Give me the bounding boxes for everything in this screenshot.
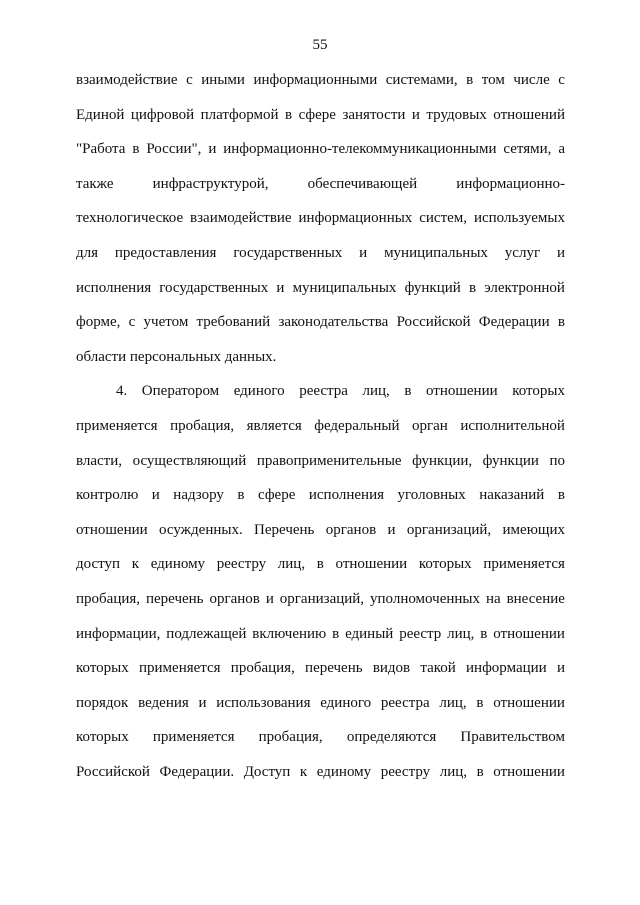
text-word: с (128, 314, 136, 331)
text-word: подлежащей (166, 625, 247, 642)
text-word: трудовых (426, 106, 487, 123)
text-word: применяется (152, 729, 235, 746)
text-word: отношении (493, 764, 565, 780)
text-line (76, 762, 565, 782)
text-word: функции, (412, 452, 473, 469)
text-word: сфере (298, 106, 336, 123)
text-word: Единой (76, 106, 125, 123)
text-word: реестра (380, 694, 430, 711)
text-word: предоставления (114, 245, 217, 261)
text-word: которых (512, 383, 565, 400)
text-word: сетями, (503, 141, 552, 158)
text-line (76, 589, 565, 609)
text-word: организаций, (406, 521, 492, 538)
text-word: к (299, 764, 308, 780)
text-word: платформой (200, 106, 279, 123)
text-word: взаимодействие (190, 210, 292, 227)
text-word: которых (418, 556, 472, 573)
text-word: в (480, 625, 488, 642)
text-word: информации, (76, 625, 161, 642)
text-word: пробация, (170, 418, 235, 434)
text-word: взаимодействие (76, 72, 178, 88)
text-word: информационно-телекоммуникационными (223, 141, 497, 158)
text-word: единого (320, 694, 372, 711)
text-word: функций (404, 279, 461, 296)
text-word: определяются (346, 729, 437, 746)
text-word: которых (76, 729, 129, 746)
text-word: в (132, 141, 140, 158)
text-word: в (284, 106, 293, 123)
text-word: лиц, (362, 383, 390, 400)
text-word: Федерации (478, 314, 550, 331)
text-word: включению (252, 625, 327, 642)
text-word: Российской (76, 764, 150, 780)
text-word: на (485, 591, 501, 607)
text-word: используемых (473, 210, 565, 227)
text-word: муниципальных (292, 279, 397, 296)
text-line (76, 312, 565, 332)
text-word: числе (513, 72, 550, 88)
text-word: информации (466, 660, 547, 677)
text-word: и (276, 279, 285, 296)
text-word: единый (345, 625, 394, 642)
text-word: исполнения (76, 279, 152, 296)
text-word: исполнения (308, 487, 385, 504)
text-line: области персональных данных. (76, 348, 277, 365)
text-word: 4. (116, 383, 128, 400)
text-word: и (411, 106, 420, 123)
text-word: информационных (298, 210, 413, 227)
text-word: в (237, 487, 245, 504)
text-word: сфере (258, 487, 296, 504)
text-word: реестру (216, 556, 267, 573)
text-word: к (131, 556, 140, 573)
text-word: и (198, 694, 207, 711)
text-word: применяется (483, 556, 565, 573)
text-word: а (558, 141, 565, 158)
text-word: Перечень (254, 521, 315, 538)
text-word: в (557, 487, 565, 504)
text-word: России", (146, 141, 202, 158)
text-word: для (76, 245, 99, 261)
text-word: и (265, 591, 274, 607)
text-word: единому (316, 764, 372, 780)
text-word: инфраструктурой, (152, 175, 269, 192)
text-word: и (359, 245, 368, 261)
text-word: электронной (484, 279, 565, 296)
page-number: 55 (312, 37, 328, 53)
text-word: пробация, (258, 729, 323, 746)
text-word: реестра (299, 383, 348, 400)
text-word: отношении (335, 556, 408, 573)
text-word: контролю (76, 487, 139, 504)
text-word: применяется (138, 660, 221, 677)
text-word: исполнительной (460, 418, 565, 434)
text-line (76, 485, 565, 505)
text-line (76, 243, 565, 263)
text-word: надзору (173, 487, 224, 504)
text-word: и (556, 245, 565, 261)
text-word: иными (201, 72, 245, 88)
text-word: информационными (253, 72, 378, 88)
text-word: обеспечивающей (307, 175, 418, 192)
text-word: такой (420, 660, 456, 677)
text-word: в (557, 314, 565, 331)
text-word: и (387, 521, 396, 538)
text-word: отношений (493, 106, 565, 123)
text-word: по (549, 452, 565, 469)
text-word: порядок (76, 694, 129, 711)
text-word: перечень (305, 660, 363, 677)
text-word: органов (209, 591, 260, 607)
text-word: которых (76, 660, 129, 677)
text-word: является (246, 418, 302, 434)
text-word: Правительством (460, 729, 565, 746)
text-word: услуг (504, 245, 541, 261)
text-word: лиц, (439, 764, 467, 780)
text-word: в (476, 764, 484, 780)
text-word: и (208, 141, 217, 158)
text-word: законодательства (278, 314, 389, 331)
text-word: Оператором (141, 383, 220, 400)
text-word: учетом (143, 314, 189, 331)
text-word: и (151, 487, 160, 504)
text-word: орган (411, 418, 448, 434)
text-word: с (558, 72, 565, 88)
text-word: отношении (425, 383, 498, 400)
text-line (76, 416, 565, 436)
text-word: отношении (493, 694, 565, 711)
text-word: в (476, 694, 484, 711)
text-word: доступ (76, 556, 121, 573)
text-word: в (332, 625, 340, 642)
text-word: отношении (493, 625, 565, 642)
text-word: государственных (233, 245, 343, 261)
text-word: Российской (396, 314, 471, 331)
text-word: цифровой (130, 106, 195, 123)
text-word: требований (196, 314, 271, 331)
text-word: единому (150, 556, 206, 573)
text-word: также (76, 175, 114, 192)
text-line (76, 624, 565, 644)
text-word: применяется (76, 418, 158, 434)
text-line (76, 70, 565, 90)
text-line (76, 278, 565, 298)
text-word: осужденных. (159, 521, 243, 538)
text-word: с (186, 72, 193, 88)
text-line (76, 693, 565, 713)
text-word: пробация, (230, 660, 295, 677)
text-word: в (466, 72, 474, 88)
text-word: занятости (342, 106, 406, 123)
text-word: информационно- (456, 175, 565, 192)
text-word: реестру (380, 764, 431, 780)
text-word: форме, (76, 314, 121, 331)
text-word: единого (233, 383, 285, 400)
text-word: осуществляющий (132, 452, 247, 469)
text-word: перечень (145, 591, 204, 607)
text-word: органов (325, 521, 377, 538)
text-word: и (556, 660, 565, 677)
text-word: отношении (76, 521, 148, 538)
text-word: в (404, 383, 412, 400)
text-word: в (468, 279, 477, 296)
text-word: государственных (159, 279, 269, 296)
text-word: правоприменительные (256, 452, 402, 469)
text-word: видов (372, 660, 411, 677)
text-line (116, 381, 565, 401)
text-line (76, 105, 565, 125)
text-word: Федерации. (159, 764, 235, 780)
text-word: "Работа (76, 141, 126, 158)
text-line (76, 727, 565, 747)
text-word: использования (216, 694, 311, 711)
text-word: пробация, (76, 591, 141, 607)
text-word: в (316, 556, 324, 573)
text-word: лиц, (447, 625, 475, 642)
text-word: Доступ (243, 764, 291, 780)
text-line (76, 658, 565, 678)
text-word: федеральный (314, 418, 400, 434)
text-word: систем, (419, 210, 468, 227)
text-word: имеющих (502, 521, 565, 538)
text-line (76, 208, 565, 228)
text-line (76, 174, 565, 194)
text-word: наказаний (479, 487, 545, 504)
text-word: уполномоченных (370, 591, 480, 607)
text-line (76, 451, 565, 471)
text-word: системами, (385, 72, 458, 88)
text-word: ведения (138, 694, 189, 711)
text-line (76, 520, 565, 540)
text-word: том (481, 72, 505, 88)
text-word: муниципальных (384, 245, 488, 261)
text-line (76, 139, 565, 159)
text-word: власти, (76, 452, 123, 469)
text-word: реестр (399, 625, 442, 642)
text-word: функции (482, 452, 539, 469)
text-line (76, 554, 565, 574)
text-word: уголовных (397, 487, 466, 504)
text-word: внесение (506, 591, 565, 607)
text-word: лиц, (439, 694, 467, 711)
text-word: лиц, (277, 556, 306, 573)
text-word: организаций, (279, 591, 365, 607)
text-word: технологическое (76, 210, 184, 227)
